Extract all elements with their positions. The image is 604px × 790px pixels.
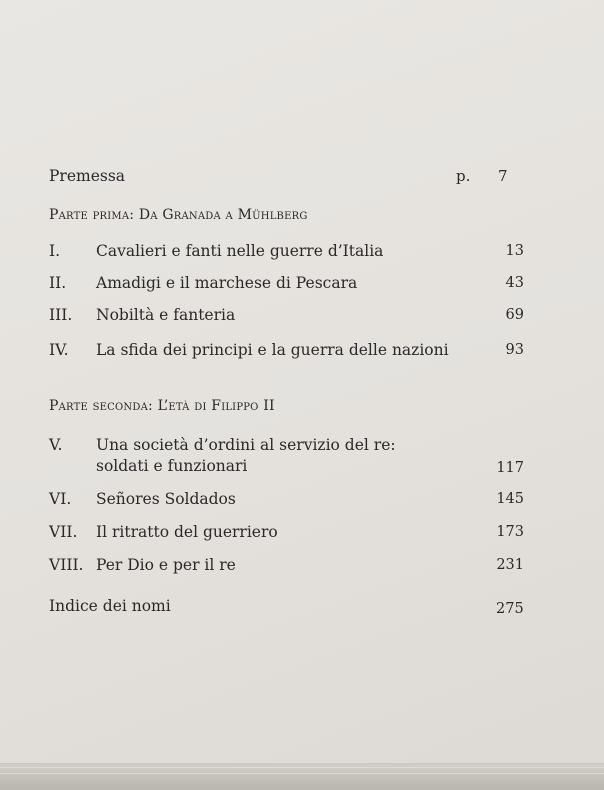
chapter-number: VI. <box>49 490 72 508</box>
chapter-page: 13 <box>505 243 524 259</box>
chapter-title-line-2: soldati e funzionari <box>96 457 248 475</box>
chapter-number: VIII. <box>49 556 84 574</box>
toc-premessa-page: 7 <box>498 167 508 185</box>
chapter-page: 93 <box>505 342 524 358</box>
chapter-title: La sfida dei principi e la guerra delle nazioni <box>96 341 449 359</box>
toc-premessa-title: Premessa <box>49 167 126 185</box>
chapter-number: I. <box>49 242 61 260</box>
chapter-title: Señores Soldados <box>96 490 236 508</box>
chapter-title: Nobiltà e fanteria <box>96 306 236 324</box>
chapter-page: 69 <box>505 307 524 323</box>
chapter-number: VII. <box>49 523 78 541</box>
toc-index-title: Indice dei nomi <box>49 597 171 615</box>
chapter-page: 145 <box>496 491 524 507</box>
chapter-number: II. <box>49 274 67 292</box>
chapter-page: 231 <box>496 557 524 573</box>
chapter-title: Il ritratto del guerriero <box>96 523 278 541</box>
part-one-heading: Parte prima: Da Granada a Mühlberg <box>49 207 308 223</box>
toc-index-page: 275 <box>496 601 524 617</box>
chapter-number: III. <box>49 306 73 324</box>
chapter-title: Cavalieri e fanti nelle guerre d’Italia <box>96 242 384 260</box>
chapter-title-line-1: Una società d’ordini al servizio del re: <box>96 436 396 454</box>
toc-page-prefix: p. <box>456 167 471 185</box>
chapter-title: Amadigi e il marchese di Pescara <box>96 274 358 292</box>
chapter-number: V. <box>49 436 63 454</box>
page-edge <box>0 763 604 790</box>
chapter-number: IV. <box>49 341 69 359</box>
chapter-page: 43 <box>505 275 524 291</box>
chapter-title: Per Dio e per il re <box>96 556 236 574</box>
part-two-heading: Parte seconda: L’età di Filippo II <box>49 398 275 414</box>
chapter-page: 173 <box>496 524 524 540</box>
toc-chapter-row <box>49 435 524 479</box>
chapter-page: 117 <box>496 460 524 476</box>
